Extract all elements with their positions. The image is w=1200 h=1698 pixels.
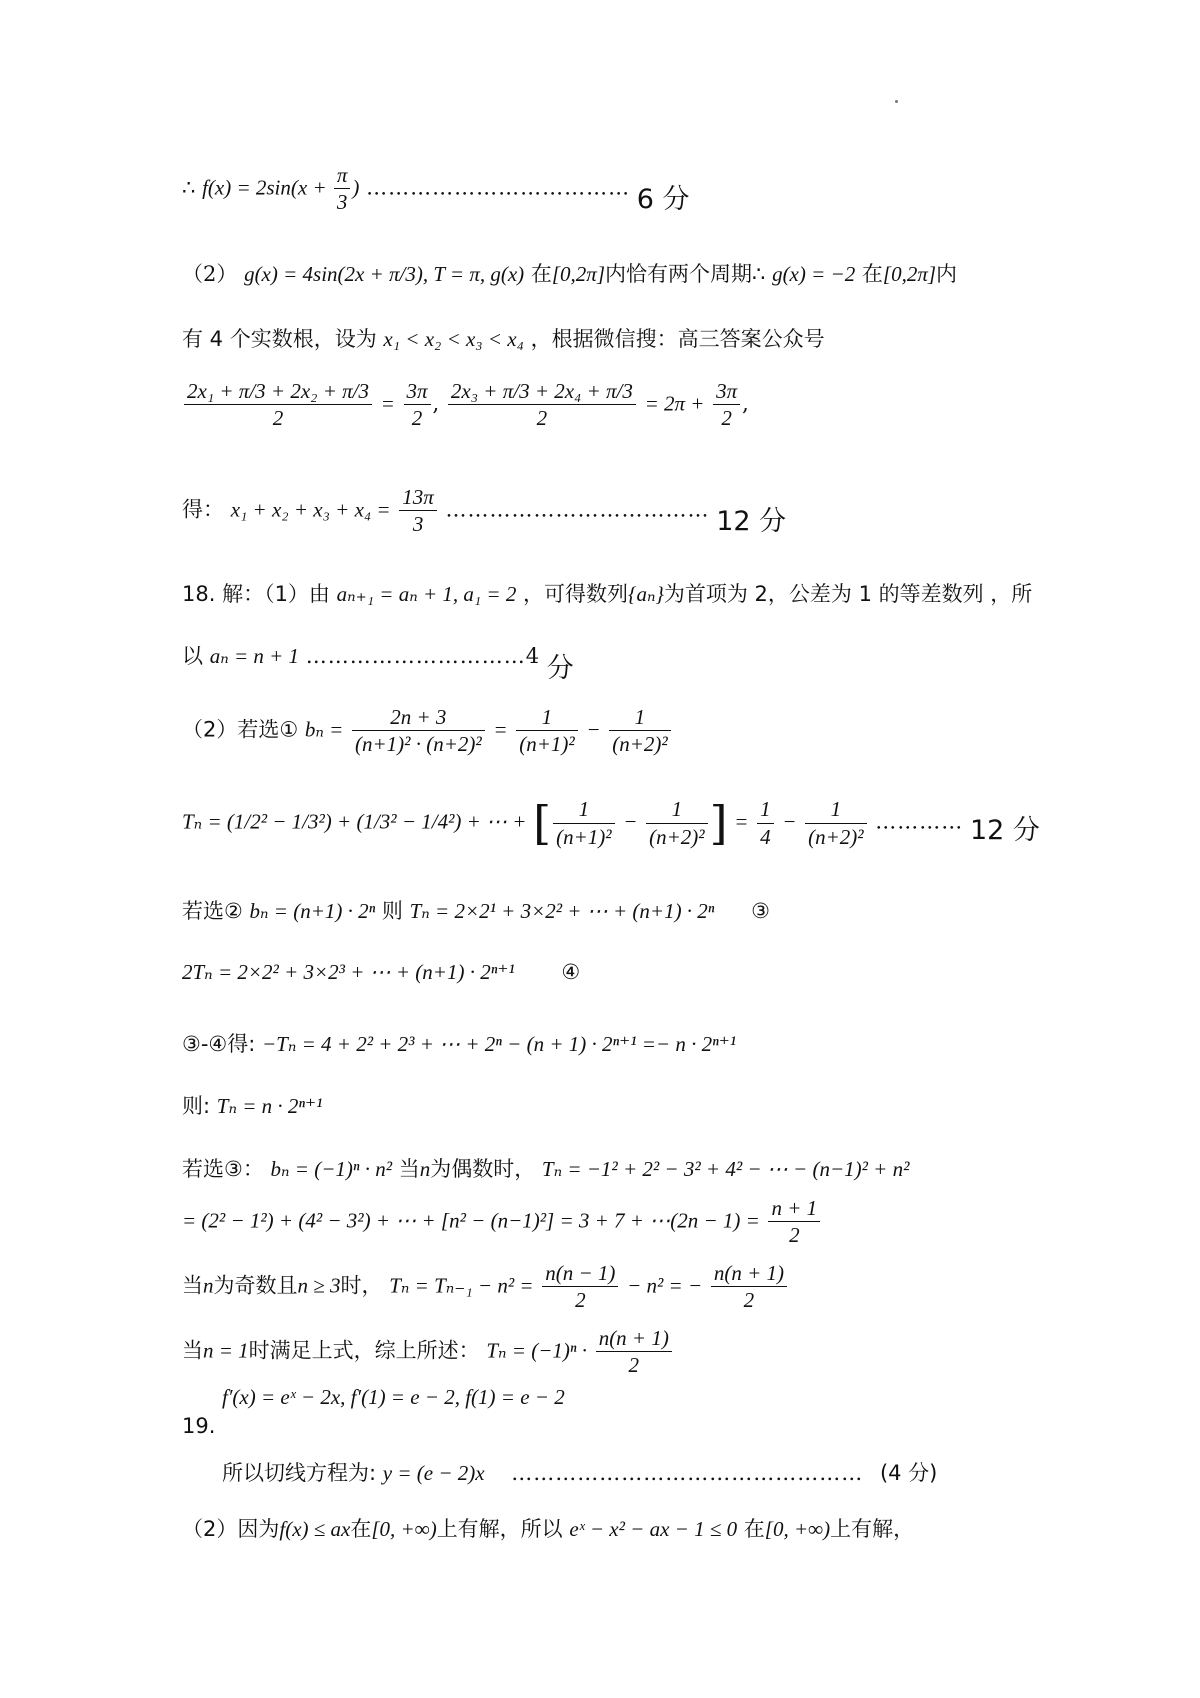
numerator: 1 bbox=[646, 796, 707, 823]
fraction bbox=[713, 378, 740, 432]
score-mark: 分 bbox=[546, 653, 574, 684]
text: 则: bbox=[182, 1094, 211, 1118]
text: 为首项为 2，公差为 1 的等差数列 ，所 bbox=[663, 582, 1033, 606]
numerator: n + 1 bbox=[768, 1195, 820, 1222]
fraction bbox=[805, 796, 866, 850]
text: 在 bbox=[530, 262, 552, 286]
equals: = bbox=[734, 809, 749, 834]
sum-expression: x₁ + x₂ + x₃ + x₄ = bbox=[230, 497, 391, 522]
text: 时满足上式，综上所述： bbox=[248, 1338, 480, 1363]
denominator: 2 bbox=[536, 406, 548, 431]
fraction bbox=[334, 162, 351, 216]
option2-result-line bbox=[182, 1090, 1200, 1120]
an-result-line bbox=[182, 632, 1200, 684]
numerator: 1 bbox=[553, 796, 614, 823]
tangent-line bbox=[222, 1457, 1200, 1487]
fraction bbox=[596, 1325, 672, 1379]
minus: − bbox=[623, 809, 638, 834]
text: 时， bbox=[340, 1273, 383, 1298]
numerator: 2n + 3 bbox=[352, 704, 485, 731]
tn-final: Tₙ = (−1)ⁿ · bbox=[486, 1338, 587, 1363]
numerator: 1 bbox=[516, 704, 577, 731]
subtract-line bbox=[182, 1028, 1200, 1058]
tn-even: Tₙ = −1² + 2² − 3² + 4² − ⋯ − (n−1)² + n² bbox=[541, 1157, 910, 1181]
g-equation: g(x) = −2 bbox=[772, 262, 856, 286]
denominator: (n+1)² bbox=[519, 732, 575, 757]
fraction bbox=[768, 1195, 820, 1249]
text: 在 bbox=[350, 1517, 372, 1541]
numerator: n(n − 1) bbox=[542, 1260, 618, 1287]
denominator: (n+2)² bbox=[808, 824, 864, 849]
denominator: 2 bbox=[411, 406, 423, 431]
denominator: 2 bbox=[272, 406, 284, 431]
fraction bbox=[404, 378, 431, 432]
numerator: 1 bbox=[757, 796, 774, 823]
numerator: 3π bbox=[404, 378, 431, 405]
dot-leader: ……………………………… bbox=[366, 175, 631, 200]
fraction bbox=[646, 796, 707, 850]
scan-dot bbox=[895, 100, 898, 103]
fraction bbox=[757, 796, 774, 850]
fraction bbox=[711, 1260, 787, 1314]
text: 内 bbox=[936, 262, 958, 286]
score-mark: 12 分 bbox=[716, 506, 787, 538]
part2-g-period-line bbox=[182, 258, 1200, 288]
fraction bbox=[448, 378, 636, 432]
bn-def: bₙ = bbox=[304, 717, 344, 742]
minus: − bbox=[782, 809, 797, 834]
minus: − bbox=[586, 717, 601, 742]
option1-bn-line bbox=[182, 704, 1200, 758]
denominator: (n+1)² bbox=[556, 824, 612, 849]
dot-leader: ………………………………………… bbox=[511, 1461, 864, 1485]
fraction bbox=[542, 1260, 618, 1314]
sequence: {aₙ} bbox=[628, 582, 664, 606]
interval: [0, +∞) bbox=[371, 1517, 437, 1541]
dot-leader: …………………………4 bbox=[305, 644, 541, 668]
text: ，可得数列 bbox=[523, 582, 629, 606]
text: 在 bbox=[743, 1517, 765, 1541]
text: 得： bbox=[182, 497, 224, 522]
comma: , bbox=[742, 391, 749, 416]
roots-inequality: x₁ < x₂ < x₃ < x₄ bbox=[383, 327, 524, 351]
g-expression: g(x) = 4sin(2x + π/3), T = π, g(x) bbox=[244, 262, 525, 286]
interval: [0, +∞) bbox=[764, 1517, 831, 1541]
option3-final-line bbox=[182, 1325, 1200, 1379]
text: （2）因为 bbox=[182, 1517, 280, 1541]
text: 当 bbox=[398, 1157, 420, 1181]
tn-result: Tₙ = n · 2ⁿ⁺¹ bbox=[216, 1094, 323, 1118]
option3-even-result bbox=[182, 1195, 1200, 1249]
difference-expression: −Tₙ = 4 + 2² + 2³ + ⋯ + 2ⁿ − (n + 1) · 2ⁿ⁺¹ =− n · 2ⁿ⁺¹ bbox=[262, 1032, 737, 1056]
denominator: (n+1)² · (n+2)² bbox=[355, 732, 482, 757]
numerator: n(n + 1) bbox=[711, 1260, 787, 1287]
bn-def: bₙ = (−1)ⁿ · n² bbox=[270, 1157, 393, 1181]
condition: n = 1 bbox=[203, 1338, 249, 1363]
numerator: 13π bbox=[399, 484, 437, 511]
question-number: 19. bbox=[182, 1414, 216, 1438]
text: 为偶数时， bbox=[430, 1157, 536, 1181]
left-bracket: [ bbox=[533, 796, 552, 850]
recurrence: aₙ₊₁ = aₙ + 1, a₁ = 2 bbox=[336, 582, 517, 606]
circled-number: ④ bbox=[561, 960, 581, 984]
bn-def: bₙ = (n+1) · 2ⁿ bbox=[249, 899, 376, 923]
f-expression: f(x) = 2sin(x + bbox=[202, 175, 332, 200]
dot-leader: ……………………………… bbox=[445, 497, 710, 522]
derivative-expression: f′(x) = eˣ − 2x, f′(1) = e − 2, f(1) = e − 2 bbox=[222, 1385, 565, 1409]
fraction bbox=[609, 704, 670, 758]
denominator: 2 bbox=[789, 1223, 800, 1248]
denominator: 2 bbox=[721, 406, 732, 431]
numerator: 2x₁ + π/3 + 2x₂ + π/3 bbox=[184, 378, 372, 405]
equals: = bbox=[380, 391, 395, 416]
var-n: n bbox=[419, 1157, 431, 1181]
numerator: 1 bbox=[805, 796, 866, 823]
denominator: (n+2)² bbox=[612, 732, 668, 757]
interval: [0,2π] bbox=[551, 262, 605, 286]
denominator: 2 bbox=[575, 1288, 586, 1313]
score-mark: (4 分) bbox=[879, 1461, 938, 1485]
text: 若选③： bbox=[182, 1157, 264, 1181]
option3-odd-line bbox=[182, 1260, 1200, 1314]
text: 有 4 个实数根，设为 bbox=[182, 327, 377, 351]
denominator: (n+2)² bbox=[649, 824, 705, 849]
denominator: 3 bbox=[336, 190, 348, 215]
roots-line bbox=[182, 323, 1200, 353]
text: 以 bbox=[182, 644, 203, 668]
option3-line bbox=[182, 1153, 1200, 1183]
text: 所以切线方程为: bbox=[222, 1461, 377, 1485]
inequality: f(x) ≤ ax bbox=[279, 1517, 351, 1541]
text: 上有解， bbox=[830, 1517, 915, 1541]
close-paren: ) bbox=[352, 175, 360, 200]
sum-result-line bbox=[182, 484, 1200, 538]
q18-intro-line bbox=[182, 578, 1200, 608]
q19-number bbox=[182, 1414, 1200, 1438]
fraction bbox=[516, 704, 577, 758]
numerator: π bbox=[334, 162, 351, 189]
q19-derivative-line bbox=[222, 1385, 1200, 1410]
denominator: 2 bbox=[743, 1288, 755, 1313]
text: 在 bbox=[861, 262, 883, 286]
therefore-symbol: ∴ bbox=[182, 175, 196, 200]
equals: = bbox=[493, 717, 508, 742]
fraction bbox=[553, 796, 614, 850]
tangent-equation: y = (e − 2)x bbox=[382, 1461, 485, 1485]
numerator: n(n + 1) bbox=[596, 1325, 672, 1352]
symmetry-equation bbox=[182, 378, 1200, 432]
circled-number: ③ bbox=[751, 899, 770, 923]
expression: − n² = − bbox=[627, 1273, 703, 1298]
dot-leader: ………… bbox=[875, 809, 964, 834]
denominator: 2 bbox=[628, 1353, 640, 1378]
equals: = 2π + bbox=[644, 391, 705, 416]
text: （2）若选① bbox=[182, 717, 299, 742]
grouped-sum: = (2² − 1²) + (4² − 3²) + ⋯ + [n² − (n−1)²] = 3 + 7 + ⋯(2n − 1) = bbox=[182, 1208, 760, 1233]
denominator: 3 bbox=[412, 512, 424, 537]
right-bracket: ] bbox=[709, 796, 728, 850]
text: ③-④得: bbox=[182, 1032, 256, 1056]
an-formula: aₙ = n + 1 bbox=[209, 644, 300, 668]
fraction bbox=[184, 378, 372, 432]
fraction bbox=[352, 704, 485, 758]
interval: [0,2π] bbox=[882, 262, 937, 286]
option2-line bbox=[182, 895, 1200, 925]
two-tn-sum: 2Tₙ = 2×2² + 3×2³ + ⋯ + (n+1) · 2ⁿ⁺¹ bbox=[182, 960, 515, 984]
option1-tn-line bbox=[182, 796, 1200, 850]
numerator: 3π bbox=[713, 378, 740, 405]
text: ，根据微信搜：高三答案公众号 bbox=[530, 327, 825, 351]
part-label: （2） bbox=[182, 262, 238, 286]
text: 上有解，所以 bbox=[436, 1517, 563, 1541]
numerator: 1 bbox=[609, 704, 670, 731]
text: 若选② bbox=[182, 899, 243, 923]
text: 18. 解：（1）由 bbox=[182, 582, 330, 606]
text: 当 bbox=[182, 1338, 203, 1363]
tn-odd: Tₙ = Tₙ₋₁ − n² = bbox=[389, 1273, 534, 1298]
text: 为奇数且 bbox=[213, 1273, 298, 1298]
fraction bbox=[399, 484, 437, 538]
eq-line-f-formula bbox=[182, 162, 1200, 216]
score-mark: 12 分 bbox=[969, 814, 1040, 846]
score-mark: 6 分 bbox=[636, 184, 690, 216]
numerator: 2x₃ + π/3 + 2x₄ + π/3 bbox=[448, 378, 636, 405]
tn-sum: Tₙ = 2×2¹ + 3×2² + ⋯ + (n+1) · 2ⁿ bbox=[409, 899, 715, 923]
comma: , bbox=[432, 391, 440, 416]
part2-inequality-line bbox=[182, 1513, 1200, 1543]
tn-telescoping: Tₙ = (1/2² − 1/3²) + (1/3² − 1/4²) + ⋯ + bbox=[182, 809, 527, 834]
option2-2tn-line bbox=[182, 960, 1200, 985]
var-n: n bbox=[203, 1273, 214, 1298]
denominator: 4 bbox=[760, 824, 771, 849]
inequality: eˣ − x² − ax − 1 ≤ 0 bbox=[569, 1517, 738, 1541]
text: 则 bbox=[381, 899, 403, 923]
condition: n ≥ 3 bbox=[297, 1273, 341, 1298]
text: 内恰有两个周期∴ bbox=[605, 262, 766, 286]
text: 当 bbox=[182, 1273, 203, 1298]
